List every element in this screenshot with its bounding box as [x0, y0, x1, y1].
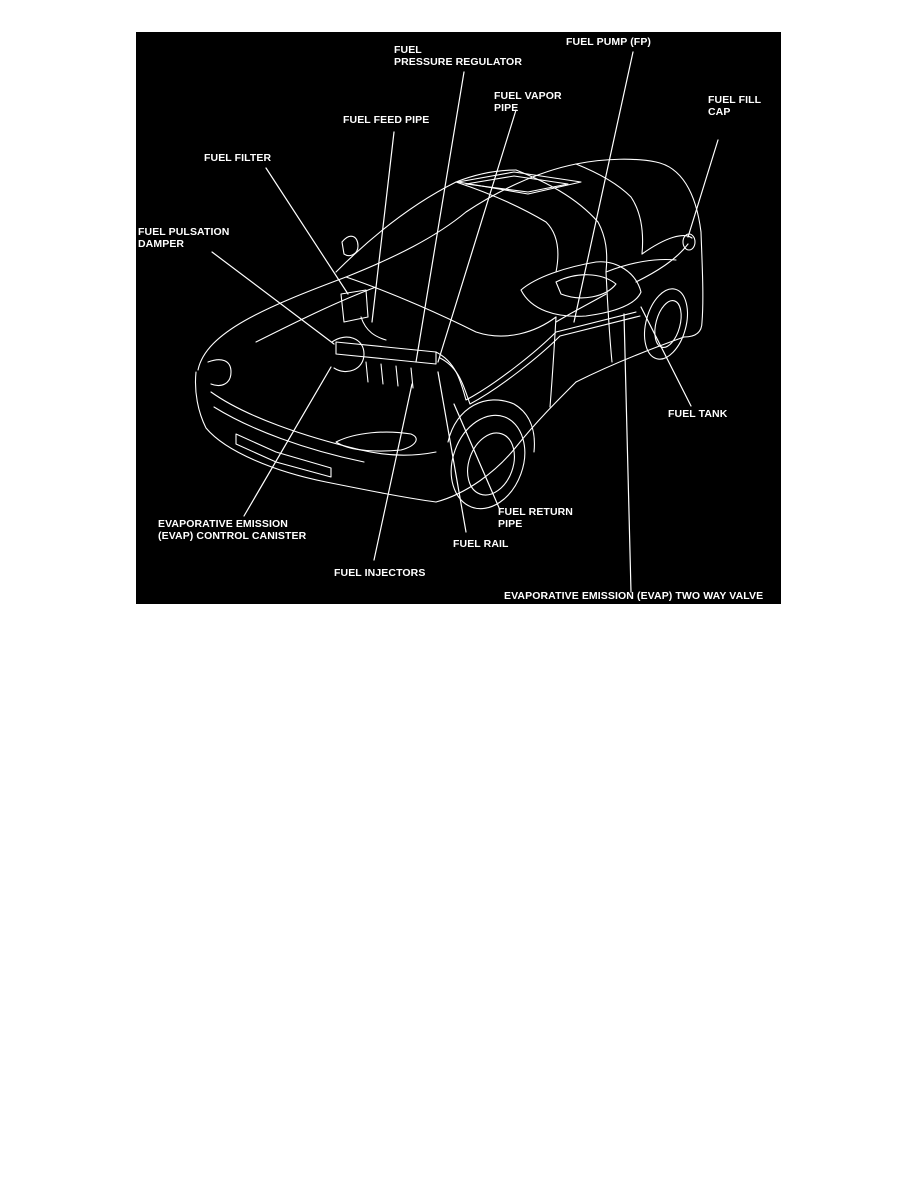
leader-fuel-pump	[574, 52, 633, 322]
leader-evap-control-canister	[244, 367, 331, 516]
label-fuel-filter: FUEL FILTER	[204, 152, 272, 164]
label-fuel-rail: FUEL RAIL	[453, 538, 509, 550]
label-fuel-vapor-pipe: FUEL VAPOR PIPE	[494, 90, 562, 114]
leader-fuel-return-pipe	[454, 404, 500, 510]
leader-fuel-vapor-pipe	[438, 110, 516, 362]
label-fuel-pulsation-damper: FUEL PULSATION DAMPER	[138, 226, 230, 250]
label-fuel-feed-pipe: FUEL FEED PIPE	[343, 114, 430, 126]
leader-fuel-injectors	[374, 384, 412, 560]
label-fuel-pump: FUEL PUMP (FP)	[566, 36, 652, 48]
leader-fuel-filter	[266, 168, 348, 294]
label-fuel-pressure-regulator: FUEL PRESSURE REGULATOR	[394, 44, 523, 68]
label-fuel-return-pipe: FUEL RETURN PIPE	[498, 506, 573, 530]
label-fuel-tank: FUEL TANK	[668, 408, 728, 420]
fuel-system-diagram	[136, 32, 781, 604]
label-evap-two-way-valve: EVAPORATIVE EMISSION (EVAP) TWO WAY VALVE	[504, 590, 764, 602]
label-fuel-injectors: FUEL INJECTORS	[334, 567, 426, 579]
car-body	[195, 159, 702, 519]
leader-lines	[212, 52, 718, 592]
leader-fuel-fill-cap	[688, 140, 718, 237]
leader-fuel-rail	[438, 372, 466, 532]
label-fuel-fill-cap: FUEL FILL CAP	[708, 94, 762, 118]
leader-evap-two-way-valve	[624, 314, 631, 592]
leader-fuel-tank	[641, 307, 691, 406]
fuel-system-components	[332, 244, 688, 404]
label-evap-control-canister: EVAPORATIVE EMISSION (EVAP) CONTROL CANISTER	[158, 518, 307, 542]
